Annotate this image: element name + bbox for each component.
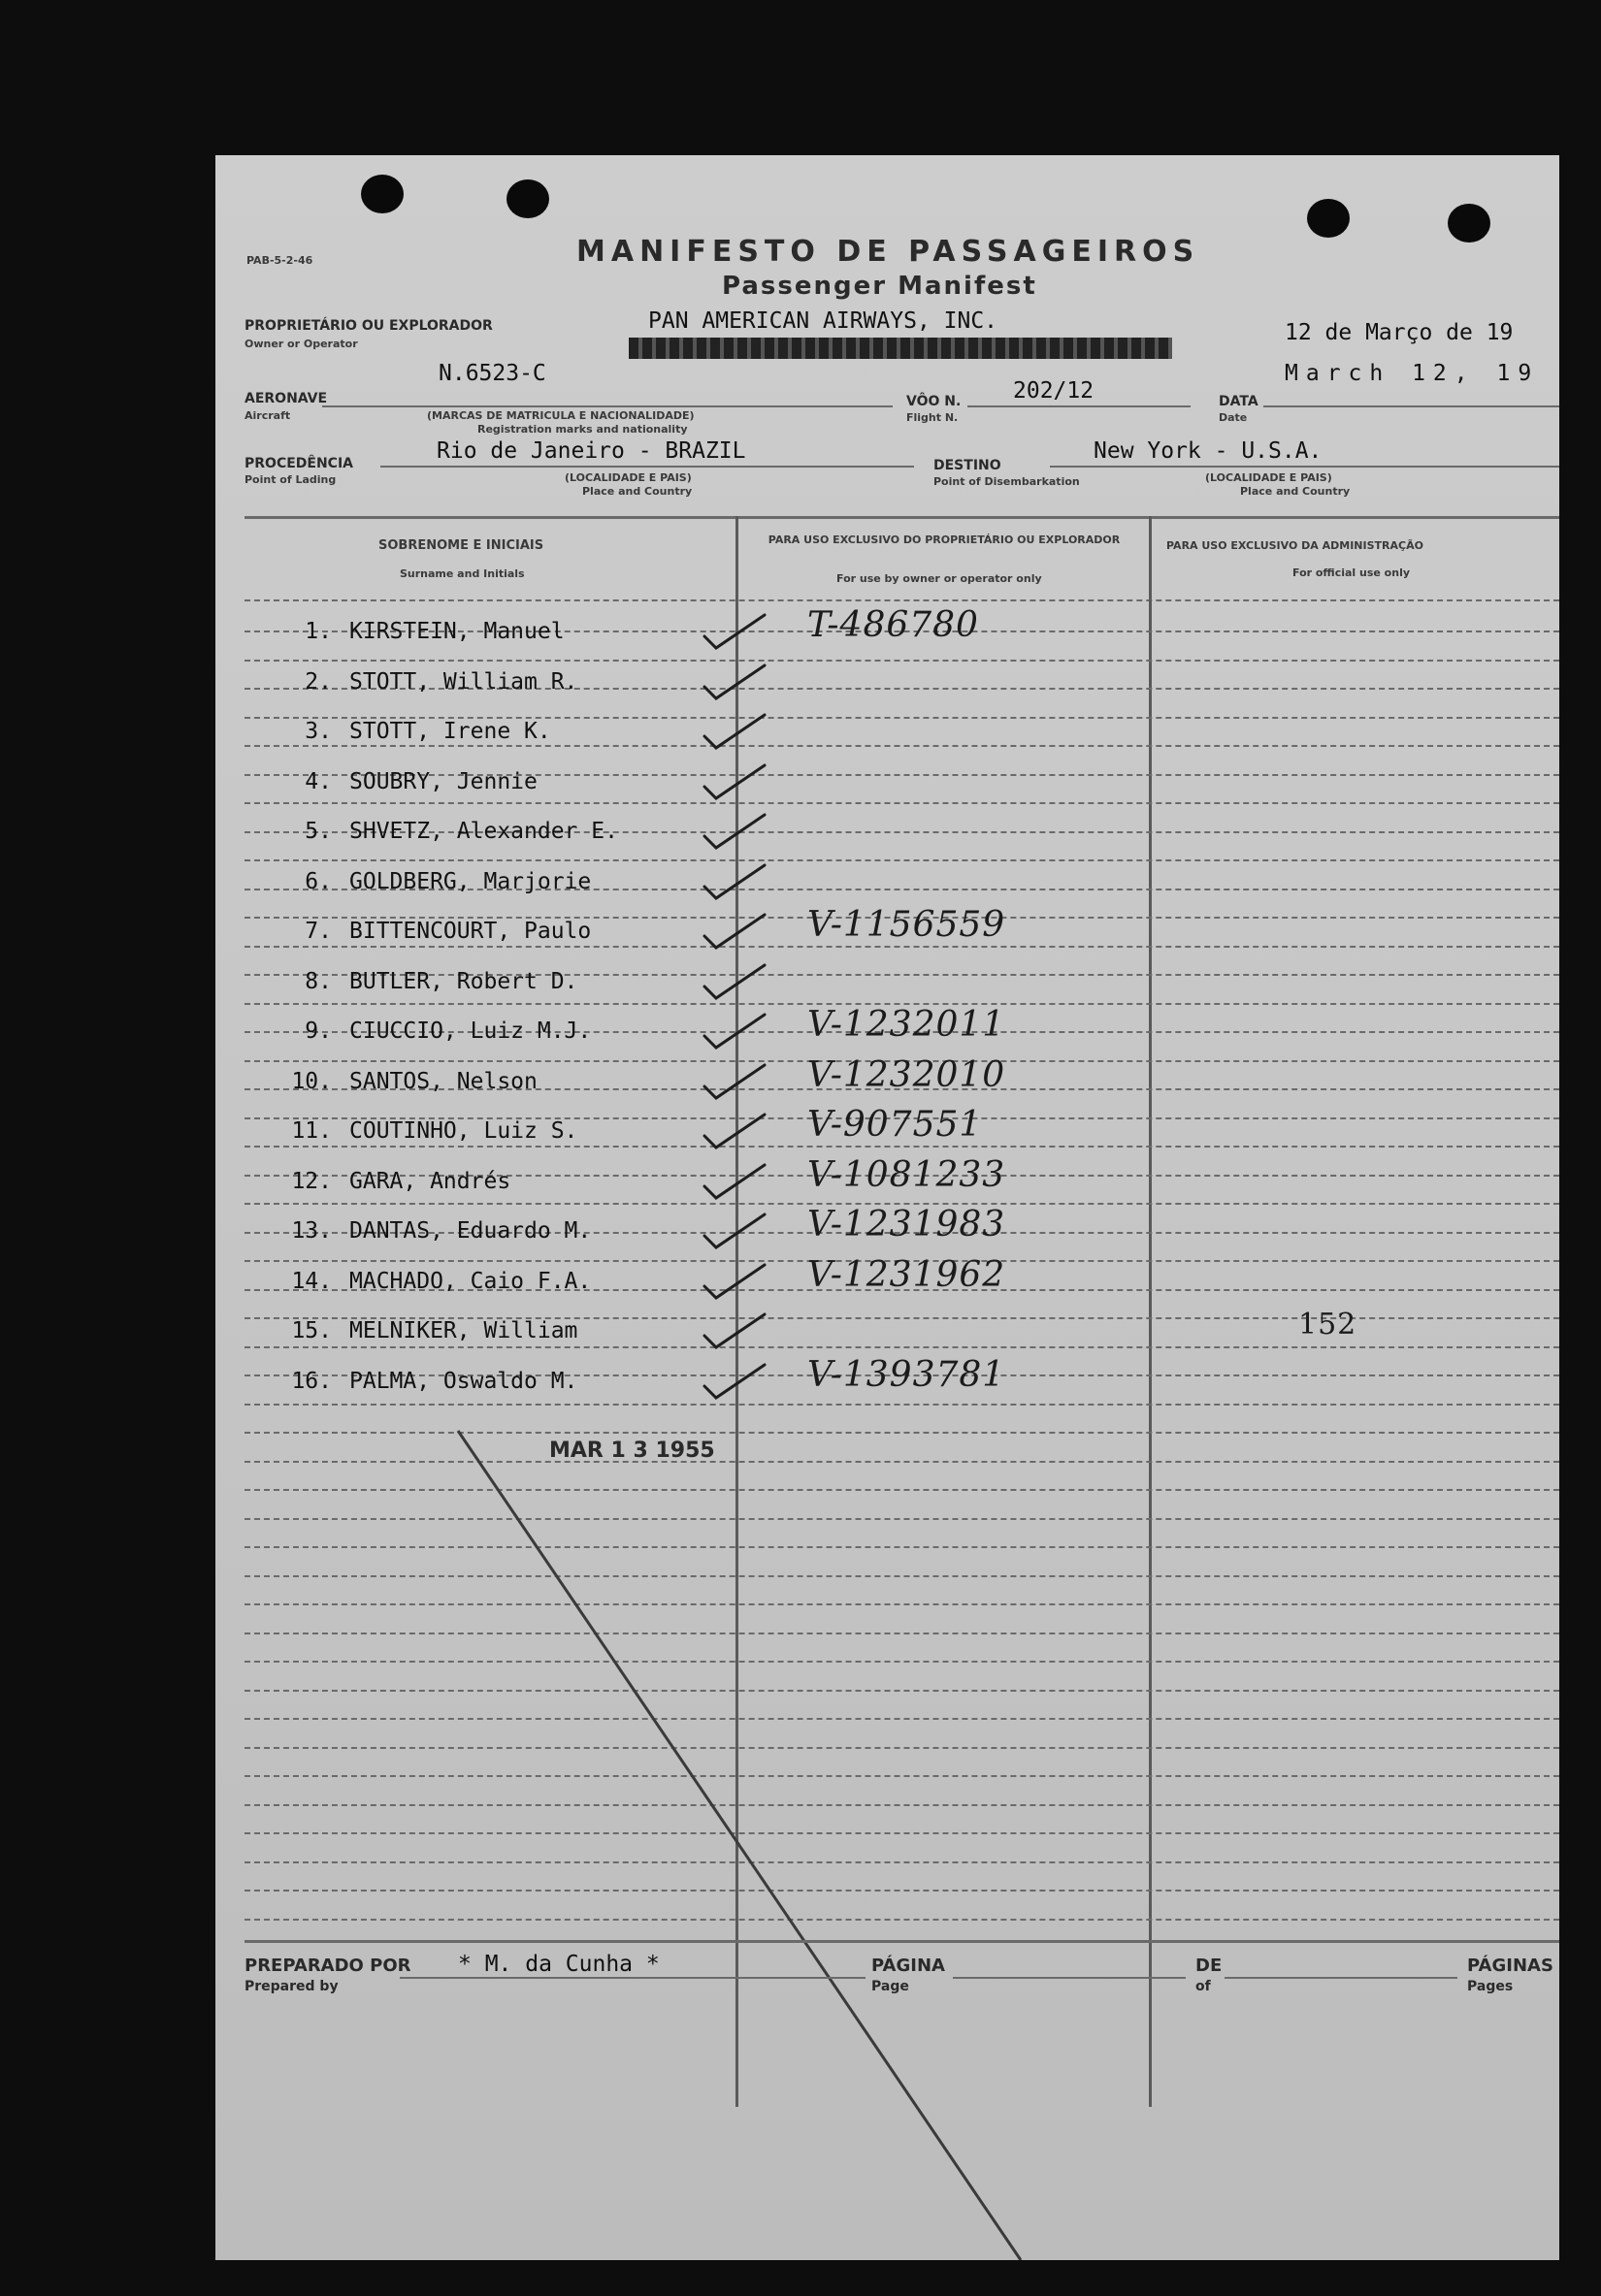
passenger-visa-note: V-907551	[807, 1105, 983, 1145]
passenger-name: SANTOS, Nelson	[349, 1068, 538, 1094]
flight-value: 202/12	[1013, 378, 1095, 404]
passenger-name: SOUBRY, Jennie	[349, 768, 538, 794]
passenger-name: STOTT, Irene K.	[349, 719, 551, 744]
passenger-number: 8.	[305, 968, 332, 994]
passenger-number: 10.	[291, 1068, 332, 1094]
col3-header-pt: PARA USO EXCLUSIVO DA ADMINISTRAÇÃO	[1166, 539, 1423, 552]
passenger-name: CIUCCIO, Luiz M.J.	[349, 1019, 592, 1044]
passenger-number: 3.	[305, 719, 332, 744]
passenger-number: 9.	[305, 1019, 332, 1044]
date-pt-value: 12 de Março de 19	[1285, 320, 1514, 345]
origin-sub-en: Place and Country	[582, 485, 693, 498]
flight-label-pt: VÔO N.	[906, 394, 962, 409]
date-label-pt: DATA	[1219, 394, 1258, 409]
prepared-label-en: Prepared by	[245, 1979, 339, 1994]
passenger-number: 16.	[291, 1368, 332, 1394]
pages-label-pt: PÁGINAS	[1467, 1956, 1553, 1976]
dest-label-pt: DESTINO	[933, 458, 1001, 473]
official-mark: 152	[1298, 1308, 1357, 1342]
passenger-visa-note: V-1156559	[807, 905, 1006, 945]
date-label-en: Date	[1219, 411, 1248, 424]
passenger-name: COUTINHO, Luiz S.	[349, 1118, 578, 1144]
pages-label-en: Pages	[1467, 1979, 1514, 1994]
passenger-name: KIRSTEIN, Manuel	[349, 619, 565, 644]
dest-value: New York - U.S.A.	[1094, 438, 1323, 464]
passenger-number: 14.	[291, 1268, 332, 1294]
passenger-name: PALMA, Oswaldo M.	[349, 1368, 578, 1394]
passenger-number: 6.	[305, 868, 332, 894]
cancellation-slash	[215, 155, 1559, 2260]
manifest-title: MANIFESTO DE PASSAGEIROS	[576, 235, 1200, 269]
passenger-number: 11.	[291, 1118, 332, 1144]
origin-sub-pt: (LOCALIDADE E PAIS)	[565, 471, 692, 484]
origin-label-pt: PROCEDÊNCIA	[245, 456, 353, 471]
owner-label-en: Owner or Operator	[245, 338, 358, 350]
passenger-number: 5.	[305, 819, 332, 844]
passenger-name: GOLDBERG, Marjorie	[349, 868, 592, 894]
owner-value: PAN AMERICAN AIRWAYS, INC.	[648, 308, 998, 334]
passenger-name: STOTT, William R.	[349, 668, 578, 695]
aircraft-label-en: Aircraft	[245, 409, 291, 422]
origin-value: Rio de Janeiro - BRAZIL	[437, 438, 746, 464]
passenger-number: 1.	[305, 619, 332, 644]
passenger-visa-note: V-1232011	[807, 1005, 1006, 1045]
passenger-visa-note: V-1232010	[807, 1054, 1006, 1095]
manifest-sheet	[215, 155, 1559, 2260]
passenger-name: MACHADO, Caio F.A.	[349, 1268, 592, 1294]
passenger-number: 4.	[305, 768, 332, 794]
passenger-visa-note: V-1231983	[807, 1205, 1006, 1245]
marks-label-pt: (MARCAS DE MATRICULA E NACIONALIDADE)	[427, 409, 695, 422]
dest-label-en: Point of Disembarkation	[933, 475, 1080, 488]
passenger-name: MELNIKER, William	[349, 1318, 578, 1343]
passenger-name: SHVETZ, Alexander E.	[349, 819, 618, 844]
owner-label-pt: PROPRIETÁRIO OU EXPLORADOR	[245, 318, 493, 334]
passenger-name: BITTENCOURT, Paulo	[349, 919, 592, 944]
col3-header-en: For official use only	[1292, 566, 1411, 579]
prepared-label-pt: PREPARADO POR	[245, 1956, 411, 1976]
col2-header-en: For use by owner or operator only	[836, 572, 1042, 585]
col1-header-pt: SOBRENOME E INICIAIS	[378, 538, 544, 553]
passenger-name: BUTLER, Robert D.	[349, 968, 578, 994]
manifest-subtitle: Passenger Manifest	[722, 272, 1037, 301]
passenger-visa-note: V-1231962	[807, 1254, 1006, 1295]
form-code: PAB-5-2-46	[246, 254, 313, 267]
passenger-visa-note: T-486780	[807, 605, 979, 645]
passenger-name: DANTAS, Eduardo M.	[349, 1218, 592, 1244]
prepared-by-value: * M. da Cunha *	[458, 1952, 660, 1977]
passenger-number: 13.	[291, 1218, 332, 1244]
page-label-en: Page	[871, 1979, 909, 1994]
passenger-number: 15.	[291, 1318, 332, 1343]
marks-label-en: Registration marks and nationality	[477, 423, 688, 436]
origin-label-en: Point of Lading	[245, 473, 337, 486]
dest-sub-pt: (LOCALIDADE E PAIS)	[1205, 471, 1332, 484]
aircraft-label-pt: AERONAVE	[245, 391, 328, 406]
aircraft-value: N.6523-C	[439, 361, 546, 386]
dest-sub-en: Place and Country	[1240, 485, 1351, 498]
passenger-visa-note: V-1081233	[807, 1154, 1006, 1195]
passenger-number: 12.	[291, 1168, 332, 1194]
of-label-pt: DE	[1195, 1956, 1223, 1976]
received-date-stamp: MAR 1 3 1955	[549, 1439, 715, 1463]
flight-label-en: Flight N.	[906, 411, 959, 424]
col2-header-pt: PARA USO EXCLUSIVO DO PROPRIETÁRIO OU EXPLORADOR	[768, 534, 1121, 546]
passenger-visa-note: V-1393781	[807, 1354, 1006, 1395]
of-label-en: of	[1195, 1979, 1211, 1994]
date-en-value: March 12, 19	[1285, 361, 1540, 386]
passenger-number: 7.	[305, 919, 332, 944]
page-label-pt: PÁGINA	[871, 1956, 945, 1976]
col1-header-en: Surname and Initials	[400, 567, 525, 580]
passenger-name: GARA, Andrés	[349, 1168, 511, 1194]
passenger-number: 2.	[305, 668, 332, 695]
